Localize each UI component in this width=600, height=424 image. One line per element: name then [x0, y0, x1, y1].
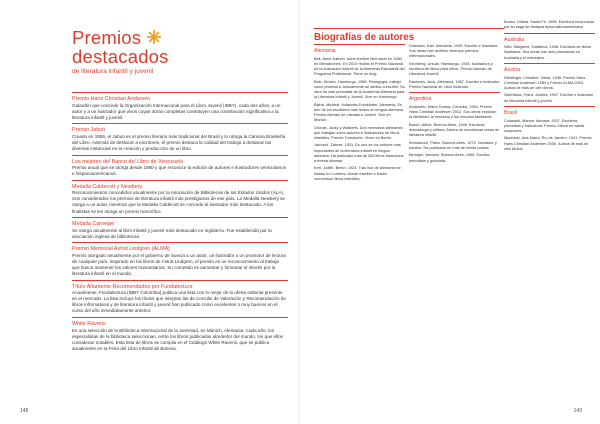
- title-line-2: destacados: [72, 46, 169, 67]
- bio-column-1: [314, 44, 405, 184]
- country-heading: Alemania: [314, 48, 336, 54]
- award-description: Reconocimientos concedidos anualmente por la Asociación de Bibliotecas de los Estados Unidos (ALA). Son considerados los premios de literatura infantil más prestigiosos de ese país. La Medalla Newbery se otorga a un autor, mientras que la Medalla Caldecott se concede al ilustrador más destacado. A los finalistas se les otorga un premio honorífico.: [72, 190, 285, 214]
- section-rule: [72, 242, 288, 243]
- country-heading: Brasil: [504, 110, 517, 117]
- award-section: [72, 92, 288, 121]
- author-bio: Sklenitzka, Franz. Austria, 1947. Escritor e ilustrador de literatura infantil y juvenil.: [504, 93, 594, 103]
- author-bio: Grünas, Jacky y Walberts. Dos hermanos alemanes que trabajan como autores e ilustradores de libros infantiles. Premio Troisdorfer. Viven en Berlín.: [314, 125, 403, 140]
- bio-column-3: [504, 20, 595, 154]
- award-section: [72, 217, 288, 240]
- section-rule: [72, 317, 288, 318]
- section-rule: [72, 92, 288, 93]
- author-bio: Andruetto, María Teresa. Córdoba, 1954. Premio Hans Christian Andersen 2012. Sus obras exploran la identidad, la memoria y los vínculos familiares.: [409, 104, 497, 120]
- award-heading: Premio Memorial Astrid Lindgren (ALMA): [72, 246, 170, 253]
- section-rule: [72, 155, 288, 156]
- country-rule: [314, 44, 405, 45]
- country-rule: [504, 106, 595, 107]
- awards-column: [72, 92, 288, 354]
- award-heading: Los mejores del Banco del Libro de Venezuela: [72, 158, 184, 165]
- country-rule: [409, 92, 500, 93]
- section-rule: [72, 280, 288, 281]
- award-description: Premio otorgado anualmente por el gobierno de Suecia a un autor, un ilustrador o un promotor de lectura de cualquier país. Inspirado en los libros de Astrid Lindgren, el premio es un reconocimiento al trabajo que busca mantener los valores humanitarios. Su cometido es aumentar y fomentar el interés por la literatura infantil en el mundo.: [72, 252, 286, 277]
- author-bio: Machado, Ana María. Río de Janeiro, 1941. Premio Hans Christian Andersen 2000. Autora de más de cien títulos.: [504, 136, 592, 151]
- award-description: Se otorga anualmente al libro infantil y juvenil más destacado en Inglaterra. Fue establecido por la asociación inglesa de bibliotecas.: [72, 227, 272, 239]
- award-section: [72, 280, 288, 315]
- award-description: Premio anual que se otorga desde 1980 y que reconoce la edición de autores e ilustradores venezolanos e hispanoamericanos.: [72, 165, 287, 177]
- award-description: Es una selección de la Biblioteca Internacional de la Juventud, en Múnich, Alemania. Cada año, los especialistas de la biblioteca seleccionan, entre los libros publicados alrededor del mundo, los que ellos consideran notables. Esta lista de libros se compila en el Catálogo White Ravens, que se publica anualmente en la Feria del Libro Infantil de Bolonia.: [72, 327, 283, 351]
- award-heading: Premio Hans Christian Andersen: [72, 96, 151, 102]
- author-bio: Kerr, Judith. Berlín, 1923. Tras huir de Alemania se instaló en Londres, donde escribió e ilustró numerosos libros infantiles.: [314, 166, 401, 181]
- award-description: Creado en 1959, el Jabuti es el premio literario más tradicional del Brasil y lo otorga la Cámara Brasileña del Libro. Además de destacar a escritores, el premio destaca la calidad del trabajo a destacar las diversas instancias en la creación y producción de un libro.: [72, 133, 286, 151]
- award-section: [72, 317, 288, 352]
- author-bio: Birmajer, Marcelo. Buenos Aires, 1966. Escritor, periodista y guionista.: [409, 153, 491, 163]
- author-bio: Kirchberg, Ursula. Hamburgo, 1938. Ilustradora y escritora de libros para niños. Premio Alemán de Literatura Juvenil.: [409, 61, 493, 77]
- author-bio: Colasanti, Marina. Asmara, 1937. Escritora, periodista y traductora. Premio Jabuti en varias ocasiones.: [504, 118, 585, 133]
- author-bio: Nöstlinger, Christine. Viena, 1936. Premio Hans Christian Andersen 1984 y Premio ALMA 2003. Autora de más de cien libros.: [504, 75, 586, 90]
- award-section: [72, 242, 288, 277]
- author-bio: Bell, Anne-Kathrin. Anne-Kathrin Bell nació en 1980 en Messkirchen. En 2010 recibió el Premio Nacional de la Ilustración Infantil de la Alemania Estudiantil del Programa Profesional. Tiene un blog.: [314, 56, 405, 76]
- author-bio: Janosch. Zabrze, 1931. Es uno de los autores más importantes de la literatura infantil en lengua alemana. Ha publicado más de 300 libros traducidos a treinta idiomas.: [314, 143, 404, 163]
- bio-column-2: [409, 44, 500, 166]
- country-heading: Australia: [504, 36, 525, 43]
- author-bio: Basch, Adela. Buenos Aires, 1946. Escritora, dramaturga y editora. Autora de numerosas obras de literatura infantil.: [409, 122, 500, 138]
- country-heading: Austria: [504, 67, 521, 74]
- page-number-right: 149: [573, 408, 582, 414]
- author-bio: Bernasconi, Pablo. Buenos Aires, 1973. Ilustrador y escritor. Ha publicado en más de veinte países.: [409, 140, 497, 150]
- author-bio: Bodoc, Liliana. Santa Fe, 1958. Escritora reconocida por su saga de fantasía épica latinoamericana.: [504, 20, 594, 30]
- award-heading: Medalla Carnegie: [72, 221, 115, 228]
- section-rule: [72, 123, 288, 124]
- page-number-left: 148: [20, 408, 29, 414]
- award-heading: Premio Jabuti: [72, 127, 105, 134]
- country-rule: [504, 33, 595, 34]
- award-description: Galardón que concede la Organización Internacional para el Libro Juvenil (IBBY), cada dos años, a un autor y a un ilustrador que vivos cuyas obras completas constituyen una contribución significativa a la literatura infantil y juvenil.: [72, 102, 281, 120]
- award-heading: White Ravens: [72, 321, 106, 328]
- award-section: [72, 180, 288, 215]
- title-subtitle: de literatura infantil y juvenil: [72, 68, 154, 75]
- award-heading: Medalla Caldecott y Newbery: [72, 183, 143, 190]
- right-page: [300, 0, 600, 424]
- award-description: Anualmente, Fundalectura (IBBY Colombia) publica una lista con lo mejor de la oferta editorial presente en el mercado. La lista incluye los títulos que integran las de Concilio de Valoración y Recomendación de libros informativos y de literatura infantil y juvenil han publicado como excelentes o muy buenos en el curso del año inmediatamente anterior.: [72, 290, 286, 314]
- country-rule: [504, 63, 595, 64]
- heading-rule: [314, 28, 504, 29]
- award-heading: Título Altamente Recomendados por Fundalectura: [72, 283, 193, 290]
- biographies-heading-block: [314, 28, 504, 43]
- section-rule: [72, 180, 288, 181]
- author-bio: Gutmann, Karl. Alemania, 1945. Escritor e ilustrador. Sus obras han recibido diversos premios internacionales.: [409, 44, 499, 59]
- star-icon: [146, 29, 162, 45]
- award-section: [72, 155, 288, 178]
- section-rule: [72, 217, 288, 218]
- author-bio: Wild, Margaret. Sudáfrica, 1948. Escritora de libros ilustrados. Sus obras han sido premiadas en Australia y el extranjero.: [504, 45, 591, 60]
- author-bio: Rassmus, Jens. Alemania, 1967. Escritor e ilustrador. Premio Nacional de Libro Ilustrado.: [409, 79, 501, 89]
- country-heading: Argentina: [409, 96, 432, 103]
- title-line-1: Premios: [72, 27, 142, 48]
- biographies-heading: Biografías de autores: [314, 32, 415, 43]
- award-section: [72, 123, 288, 152]
- author-bio: Belo, Kirsten. Hamburgo, 1966. Pedagogía, trabajó como profesora. Actualmente se dedica a escribir. Su obra ha sido premiada de la Academia Alemana para la Literatura Infantil y Juvenil. Vive en Hamburgo.: [314, 79, 405, 99]
- author-bio: Blaha, Micheal. Holandés-Frankfurter, Alemania. Es uno de los escritores más leídos en lengua alemana. Premio Alemán de Literatura Juvenil. Vive en Múnich.: [314, 102, 404, 122]
